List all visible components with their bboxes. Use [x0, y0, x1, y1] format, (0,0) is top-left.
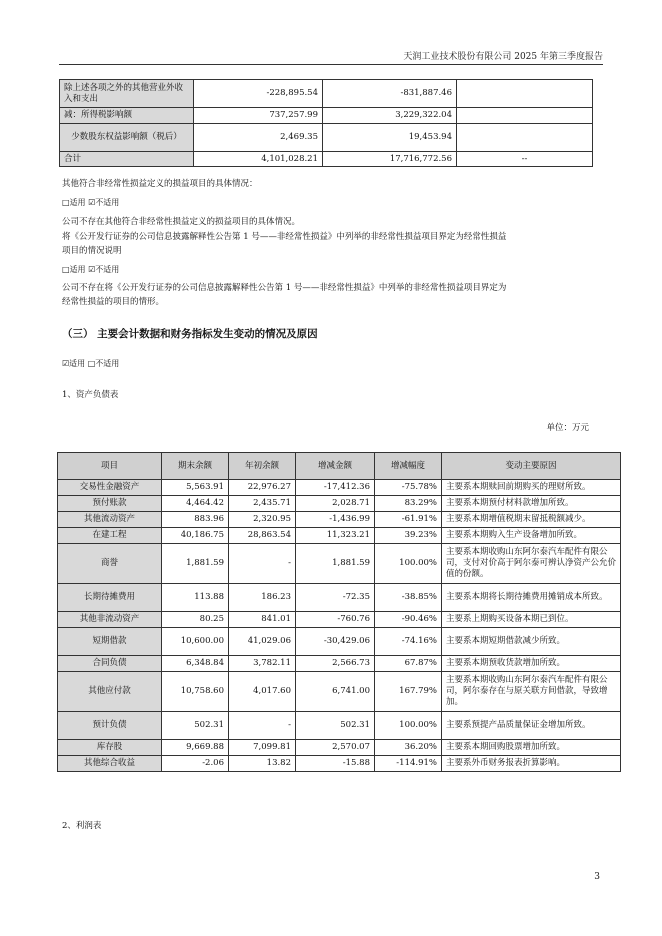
cell-change-amount: 11,323.21 [296, 528, 375, 544]
cell-value: 17,716,772.56 [323, 152, 457, 167]
row-label: 其他综合收益 [58, 756, 162, 772]
cell-end-balance: 4,464.42 [162, 496, 229, 512]
row-label: 库存股 [58, 740, 162, 756]
row-label: 减：所得税影响额 [60, 108, 194, 124]
cell-begin-balance: 22,976.27 [229, 480, 296, 496]
cell-value [457, 80, 593, 108]
cell-end-balance: 6,348.84 [162, 656, 229, 672]
cell-begin-balance: - [229, 544, 296, 584]
balance-sheet-table [57, 452, 621, 772]
column-header: 增减金额 [296, 453, 375, 480]
cell-reason: 主要系本期购入生产设备增加所致。 [442, 528, 621, 544]
cell-end-balance: 883.96 [162, 512, 229, 528]
row-label: 商誉 [58, 544, 162, 584]
cell-change-amount: -30,429.06 [296, 628, 375, 656]
cell-change-percent: 100.00% [375, 712, 442, 740]
row-label: 预付账款 [58, 496, 162, 512]
table-row [60, 124, 593, 152]
cell-begin-balance: - [229, 712, 296, 740]
paragraph: 经常性损益的项目的情形。 [62, 297, 165, 307]
cell-change-percent: 100.00% [375, 544, 442, 584]
table-row [58, 656, 621, 672]
applicability-checkbox: □适用 ☑不适用 [62, 265, 120, 274]
paragraph: 其他符合非经常性损益定义的损益项目的具体情况： [62, 179, 258, 189]
cell-value: 19,453.94 [323, 124, 457, 152]
cell-change-percent: -75.78% [375, 480, 442, 496]
cell-reason: 主要系外币财务报表折算影响。 [442, 756, 621, 772]
cell-change-amount: 502.31 [296, 712, 375, 740]
column-header: 期末余额 [162, 453, 229, 480]
row-label: 其他非流动资产 [58, 612, 162, 628]
applicability-checkbox: □适用 ☑不适用 [62, 198, 120, 207]
cell-begin-balance: 2,435.71 [229, 496, 296, 512]
cell-value: -- [457, 152, 593, 167]
subsection-title: 2、利润表 [62, 821, 102, 831]
row-label: 其他流动资产 [58, 512, 162, 528]
table-row [58, 756, 621, 772]
cell-reason: 主要系本期回购股票增加所致。 [442, 740, 621, 756]
cell-end-balance: 5,563.91 [162, 480, 229, 496]
cell-reason: 主要系上期购买设备本期已到位。 [442, 612, 621, 628]
table-row [60, 108, 593, 124]
cell-end-balance: 1,881.59 [162, 544, 229, 584]
cell-change-amount: -17,412.36 [296, 480, 375, 496]
table-row [58, 584, 621, 612]
cell-begin-balance: 3,782.11 [229, 656, 296, 672]
section-title: （三） 主要会计数据和财务指标发生变动的情况及原因 [62, 328, 318, 340]
subsection-title: 1、资产负债表 [62, 390, 119, 400]
cell-change-amount: -72.35 [296, 584, 375, 612]
cell-value: 2,469.35 [194, 124, 323, 152]
cell-change-percent: 36.20% [375, 740, 442, 756]
cell-value [457, 108, 593, 124]
cell-end-balance: 40,186.75 [162, 528, 229, 544]
cell-change-percent: 83.29% [375, 496, 442, 512]
unit-label: 单位：万元 [546, 423, 589, 433]
cell-change-percent: -114.91% [375, 756, 442, 772]
cell-begin-balance: 2,320.95 [229, 512, 296, 528]
cell-begin-balance: 841.01 [229, 612, 296, 628]
cell-value: 737,257.99 [194, 108, 323, 124]
cell-end-balance: 80.25 [162, 612, 229, 628]
column-header: 增减幅度 [375, 453, 442, 480]
non-recurring-table [59, 79, 593, 167]
header-divider [59, 64, 603, 65]
cell-change-amount: 2,566.73 [296, 656, 375, 672]
cell-reason: 主要系本期短期借款减少所致。 [442, 628, 621, 656]
cell-value: -831,887.46 [323, 80, 457, 108]
cell-change-amount: -15.88 [296, 756, 375, 772]
cell-value [457, 124, 593, 152]
paragraph: 项目的情况说明 [62, 246, 122, 256]
table-row [58, 544, 621, 584]
cell-reason: 主要系本期预付材料款增加所致。 [442, 496, 621, 512]
cell-begin-balance: 4,017.60 [229, 672, 296, 712]
cell-value: 4,101,028.21 [194, 152, 323, 167]
table-row [58, 628, 621, 656]
paragraph: 公司不存在其他符合非经常性损益定义的损益项目的具体情况。 [62, 217, 301, 227]
paragraph: 公司不存在将《公开发行证券的公司信息披露解释性公告第 1 号——非经常性损益》中列举的非经常性损益项目界定为 [62, 283, 507, 293]
column-header: 项目 [58, 453, 162, 480]
cell-end-balance: 10,758.60 [162, 672, 229, 712]
cell-reason: 主要系本期赎回前期购买的理财所致。 [442, 480, 621, 496]
table-row [58, 528, 621, 544]
table-row [58, 740, 621, 756]
cell-begin-balance: 28,863.54 [229, 528, 296, 544]
table-row [60, 80, 593, 108]
cell-begin-balance: 7,099.81 [229, 740, 296, 756]
table-row [58, 480, 621, 496]
cell-change-percent: -38.85% [375, 584, 442, 612]
cell-value: -228,895.54 [194, 80, 323, 108]
cell-change-percent: -61.91% [375, 512, 442, 528]
table-row [58, 496, 621, 512]
column-header: 年初余额 [229, 453, 296, 480]
cell-end-balance: 502.31 [162, 712, 229, 740]
row-label: 长期待摊费用 [58, 584, 162, 612]
cell-value: 3,229,322.04 [323, 108, 457, 124]
cell-change-amount: 2,570.07 [296, 740, 375, 756]
paragraph: 将《公开发行证券的公司信息披露解释性公告第 1 号——非经常性损益》中列举的非经常性损益项目界定为经常性损益 [62, 232, 507, 242]
table-row [60, 152, 593, 167]
cell-change-amount: 2,028.71 [296, 496, 375, 512]
row-label: 少数股东权益影响额（税后） [60, 124, 194, 152]
cell-reason: 主要系预提产品质量保证金增加所致。 [442, 712, 621, 740]
row-label: 合同负债 [58, 656, 162, 672]
cell-reason: 主要系本期收购山东阿尔泰汽车配件有限公司，阿尔泰存在与原关联方间借款，导致增加。 [442, 672, 621, 712]
cell-end-balance: 9,669.88 [162, 740, 229, 756]
cell-reason: 主要系本期收购山东阿尔泰汽车配件有限公司，支付对价高于阿尔泰可辨认净资产公允价值的份额。 [442, 544, 621, 584]
cell-change-percent: 67.87% [375, 656, 442, 672]
cell-begin-balance: 186.23 [229, 584, 296, 612]
page-number: 3 [594, 872, 600, 882]
cell-change-amount: 6,741.00 [296, 672, 375, 712]
cell-end-balance: 113.88 [162, 584, 229, 612]
cell-begin-balance: 13.82 [229, 756, 296, 772]
page-header: 天润工业技术股份有限公司 2025 年第三季度报告 [403, 52, 603, 62]
column-header: 变动主要原因 [442, 453, 621, 480]
cell-reason: 主要系本期预收货款增加所致。 [442, 656, 621, 672]
cell-change-percent: -74.16% [375, 628, 442, 656]
cell-change-percent: 167.79% [375, 672, 442, 712]
cell-change-amount: -1,436.99 [296, 512, 375, 528]
table-row [58, 712, 621, 740]
row-label: 其他应付款 [58, 672, 162, 712]
table-row [58, 612, 621, 628]
row-label: 交易性金融资产 [58, 480, 162, 496]
row-label: 预计负债 [58, 712, 162, 740]
table-header-row [58, 453, 621, 480]
cell-change-amount: 1,881.59 [296, 544, 375, 584]
table-row [58, 512, 621, 528]
cell-change-percent: -90.46% [375, 612, 442, 628]
cell-reason: 主要系本期将长期待摊费用摊销成本所致。 [442, 584, 621, 612]
cell-end-balance: 10,600.00 [162, 628, 229, 656]
table-row [58, 672, 621, 712]
row-label: 除上述各项之外的其他营业外收入和支出 [60, 80, 194, 108]
cell-reason: 主要系本期增值税期末留抵税额减少。 [442, 512, 621, 528]
cell-change-amount: -760.76 [296, 612, 375, 628]
cell-end-balance: -2.06 [162, 756, 229, 772]
cell-begin-balance: 41,029.06 [229, 628, 296, 656]
row-label: 短期借款 [58, 628, 162, 656]
cell-change-percent: 39.23% [375, 528, 442, 544]
row-label: 在建工程 [58, 528, 162, 544]
applicability-checkbox: ☑适用 □不适用 [62, 359, 120, 368]
row-label: 合计 [60, 152, 194, 167]
